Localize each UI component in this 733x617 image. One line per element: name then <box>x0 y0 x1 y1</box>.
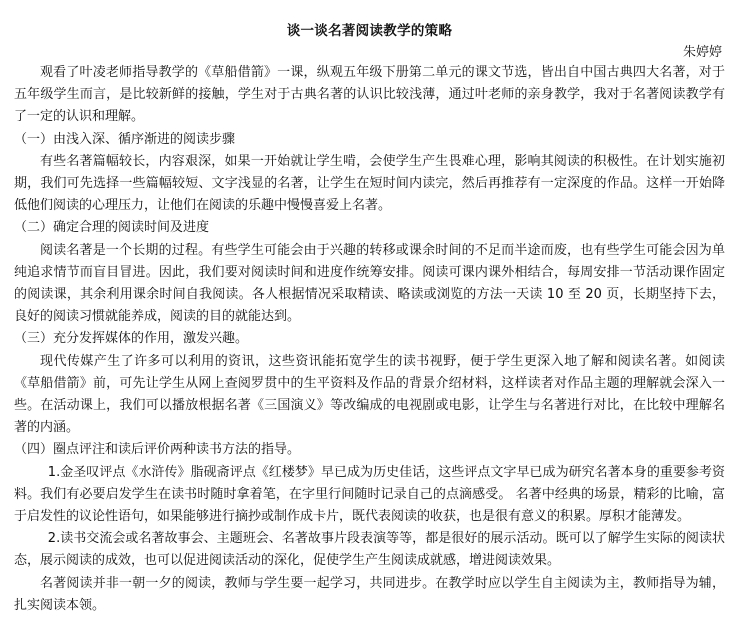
section-4-paragraph-1: 1.金圣叹评点《水浒传》脂砚斋评点《红楼梦》早已成为历史佳话，这些评点文字早已成为研究名著本身的重要参考资料。我们有必要启发学生在读书时随时拿着笔，在字里行间随时记录自己的点滴感受。 名著中经典的场景，精彩的比喻，富于启发性的议论性语句，如果能够进行摘抄或制作成卡片，既代表阅读的收获，也是很有意义的积累。厚积才能薄发。 <box>14 464 725 525</box>
section-4-paragraph-2: 2.读书交流会或名著故事会、主题班会、名著故事片段表演等等，都是很好的展示活动。既可以了解学生实际的阅读状态，展示阅读的成效，也可以促进阅读活动的深化，促使学生产生阅读成就感，增进阅读效果。 <box>14 531 725 569</box>
section-heading-3: （三）充分发挥媒体的作用，激发兴趣。 <box>14 331 249 347</box>
author-name: 朱婷婷 <box>682 45 722 60</box>
section-heading-2: （二）确定合理的阅读时间及进度 <box>14 220 210 236</box>
section-heading-4: （四）圈点评注和读后评价两种读书方法的指导。 <box>14 442 301 458</box>
document-title: 谈一谈名著阅读教学的策略 <box>286 23 453 39</box>
section-3-paragraph: 现代传媒产生了许多可以利用的资讯，这些资讯能拓宽学生的读书视野，便于学生更深入地了解和阅读名著。如阅读《草船借箭》前，可先让学生从网上查阅罗贯中的生平资料及作品的背景介绍材料，这样读者对作品主题的理解就会深入一些。在活动课上，我们可以播放根据名著《三国演义》等改编成的电视剧或电影，让学生与名著进行对比，在比较中理解名著的内涵。 <box>14 353 725 436</box>
section-heading-1: （一）由浅入深、循序渐进的阅读步骤 <box>14 131 236 147</box>
section-2-paragraph: 阅读名著是一个长期的过程。有些学生可能会由于兴趣的转移或课余时间的不足而半途而废，也有些学生可能会因为单纯追求情节而盲目冒进。因此，我们要对阅读时间和进度作统筹安排。阅读可课内课外相结合，每周安排一节活动课作固定的阅读课，其余利用课余时间自我阅读。各人根据情况采取精读、略读或浏览的方法一天读 10 至 20 页，长期坚持下去，良好的阅读习惯就能养成，阅读的目的就能达到。 <box>14 242 725 325</box>
section-1-paragraph: 有些名著篇幅较长，内容艰深，如果一开始就让学生啃，会使学生产生畏难心理，影响其阅读的积极性。在计划实施初期，我们可先选择一些篇幅较短、文字浅显的名著，让学生在短时间内读完，然后再推荐有一定深度的作品。这样一开始降低他们阅读的心理压力，让他们在阅读的乐趣中慢慢喜爱上名著。 <box>14 153 725 214</box>
intro-paragraph: 观看了叶凌老师指导教学的《草船借箭》一课，纵观五年级下册第二单元的课文节选，皆出自中国古典四大名著，对于五年级学生而言，是比较新鲜的接触，学生对于古典名著的认识比较浅薄，通过叶老师的亲身教学，我对于名著阅读教学有了一定的认识和理解。 <box>14 65 725 125</box>
conclusion-paragraph: 名著阅读并非一朝一夕的阅读，教师与学生要一起学习，共同进步。在教学时应以学生自主阅读为主，教师指导为辅，扎实阅读本领。 <box>14 575 725 613</box>
